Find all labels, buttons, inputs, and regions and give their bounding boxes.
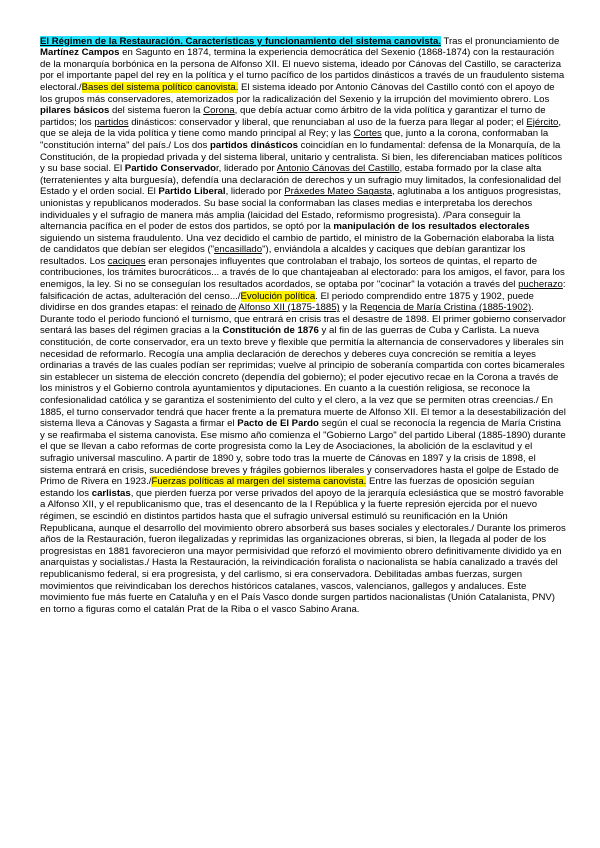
text-run: , aglutinaba a los antiguos progresistas, unionistas y republicanos moderados. Su base social la conformaban las clases medias e interpretaba los derechos individuales y el sufragio de manera más amplia (laicidad del Estado, reformismo progresista). /Para conseguir la alternancia pacífica en el poder de estos dos partidos, se optó por la	[40, 186, 562, 233]
text-run: , que pierden fuerza por verse privados del apoyo de la jerarquía eclesiástica que se mostró favorable a Alfonso XII, y el republicanismo que, tras el desencanto de la I República y la fuerte represión ejercida por el nuevo régimen, se escindió en distintos partidos hasta que el sufragio universal estimuló su reunificación en la Unión Republicana, aunque el desarrollo del movimiento obrero absorberá sus bases sociales y electorales./ Durante los primeros años de la Restauración, fueron ilegalizadas y reprimidas las organizaciones obreras, si bien, la llegada al poder de los progresistas en 1881 favorecieron una mayor permisividad que reforzó el movimiento obrero definitivamente dividido ya en anarquistas y socialistas./ Hasta la Restauración, la reivindicación foralista o nacionalista se había canalizado a través del republicanismo federal, si era progresista, y del carlismo, si era conservadora. Debilitadas ambas fuerzas, surgen movimientos que reivindicaban los derechos históricos catalanes, vascos, valencianos, gallegos y andaluces. Este movimiento fue más fuerte en Cataluña y en el País Vasco donde surgen partidos nacionalistas (Unión Catalanista, PNV) en torno a figuras como el catalán Prat de la Riba o el vasco Sabino Arana.	[40, 487, 566, 615]
text-run: . Durante todo el periodo funcionó el turnismo, que entrará en crisis tras el desastre de 1898. El primer gobierno conservador sentará las bases del régimen gracias a la	[40, 302, 566, 337]
highlighted-heading: Fuerzas políticas al margen del sistema canovista.	[151, 476, 367, 488]
text-run: Entre las fuerzas de oposición seguían estando los	[40, 476, 535, 499]
text-run: manipulación de los resultados electorales	[333, 221, 530, 233]
text-run: caciques	[107, 255, 146, 267]
text-run: , que debía actuar como árbitro de la vida política y garantizar el turno de partidos; los	[40, 105, 546, 128]
text-run: que, junto a la corona, conformaban la "constitución interna" del país./ Los dos	[40, 128, 549, 151]
text-run: partidos dinásticos	[210, 139, 298, 151]
text-run: siguiendo un sistema fraudulento. Una vez decidido el cambio de partido, el ministro de la Gobernación elaboraba la lista de candidatos que debían ser elegidos ("	[40, 232, 555, 256]
text-run: "), enviándola a alcaldes y caciques que debían garantizar los resultados. Los	[40, 244, 526, 267]
text-run: Martínez Campos	[40, 47, 120, 59]
highlighted-heading: Bases del sistema político canovista.	[81, 81, 239, 93]
document-body	[40, 36, 566, 616]
text-run: Partido Conservado	[124, 163, 216, 175]
text-run: pilares básicos	[40, 105, 110, 117]
text-run: Regencia de María Cristina (1885-1902)	[360, 302, 532, 314]
text-run: . El periodo comprendido entre 1875 y 1902, puede dividirse en dos grandes etapas: el	[40, 290, 534, 314]
text-run: carlistas	[91, 487, 131, 499]
text-run: Cortes	[353, 128, 382, 140]
text-run: Partido Liberal	[158, 186, 226, 198]
text-run: en Sagunto en 1874, termina la experiencia democrática del Sexenio (1868-1874) con la restauración de la monarquía borbónica en la persona de Alfonso XII. El nuevo sistema, ideado por Cánovas del Castillo, se caracteriza por el importante papel del rey en la política y el turno pacífico de los partidos dinásticos a través de un fraudulento sistema electoral./	[40, 47, 565, 93]
text-run: Ejército	[526, 116, 559, 128]
text-run: Constitución de 1876	[222, 325, 319, 337]
text-run: del sistema fueron la	[109, 105, 204, 117]
text-run: según el cual se reconocía la regencia de María Cristina y se reafirmaba el sistema canovista. Ese mismo año comienza el "Gobierno Largo" del partido Liberal (1885-1890) durante el que se llevan a cabo reformas de corte progresista como la Ley de Asociaciones, la abolición de la esclavitud y el sufragio universal masculino. A partir de 1890 y, sobre todo tras la muerte de Cánovas en 1897 y la crisis de 1898, el sistema entrará en crisis, sucediéndose breves y frágiles gobiernos liberales y conservadores hasta el golpe de Estado de Primo de Rivera en 1923./	[40, 418, 566, 488]
highlighted-heading: Evolución política	[240, 290, 316, 302]
text-run: Antonio Cánovas del Castillo	[276, 163, 400, 175]
text-run: , liderado por	[225, 186, 285, 198]
highlighted-heading: El Régimen de la Restauración. Características y funcionamiento del sistema canovista.	[40, 35, 441, 47]
text-run: : falsificación de actas, adulteración del censo.../	[40, 279, 566, 302]
text-run: Práxedes Mateo Sagasta	[284, 186, 392, 198]
text-run: eran personajes influyentes que controlaban el trabajo, los sorteos de quintas, el reparto de contribuciones, los trámites burocráticos... a través de lo que chantajeaban al electorado: para los amigos, el favor, para los enemigos, la ley. Si no se conseguían los resultados acordados, se optaba por "cocinar" la votación a través del	[40, 255, 565, 291]
text-run: encasillado	[214, 244, 263, 256]
text-run: , estaba formado por la clase alta (terratenientes y alta burguesía), defendía una declaración de derechos y un sufragio muy limitados, la confesionalidad del Estado y el orden social. El	[40, 163, 562, 198]
text-run: Pacto de El Pardo	[237, 418, 319, 430]
text-run: y la	[339, 302, 361, 314]
text-run: El sistema ideado por Antonio Cánovas del Castillo contó con el apoyo de los grupos más conservadores, atemorizados por la radicalización del Sexenio y la irrupción del movimiento obrero. Los	[40, 81, 555, 105]
text-run: pucherazo	[518, 279, 563, 291]
text-run: dinásticos: conservador y liberal, que renunciaban al uso de la fuerza para llegar al poder; el	[128, 116, 527, 128]
text-run: Corona	[203, 105, 235, 117]
text-run: y al fin de las guerras de Cuba y Carlista. La nueva constitución, de corte conservador, era un texto breve y flexible que permitía la alternancia de conservadores y liberales sin necesidad de reformarlo. Recogía una amplia declaración de derechos y deberes cuya concreción se remitía a leyes ordinarias a través de las cuales podían ser reprimidas; vuelve al principio de soberanía compartida con cortes bicamerales sin establecer un sistema de elección concreto (dependía del gobierno); el poder ejecutivo recae en la Corona a través de los ministros y el Gobierno controla ayuntamientos y diputaciones. En cuanto a la cuestión religiosa, se reconoce la confesionalidad católica y se garantiza el sostenimiento del culto y el clero, a la vez que se permiten otras creencias./ En 1885, el turno conservador tendrá que hacer frente a la prematura muerte de Alfonso XII. El temor a la desestabilización del sistema lleva a Cánovas y Sagasta a firmar el	[40, 325, 566, 430]
text-run: partidos	[94, 116, 129, 128]
text-run: Alfonso XII (1875-1885)	[238, 302, 340, 314]
text-run: coincidían en lo fundamental: defensa de la Monarquía, de la Constitución, de la propiedad privada y del sistema liberal, unitario y centralista. Si bien, les diferenciaban matices políticos y su base social. El	[40, 139, 563, 175]
text-run: , que se aleja de la vida política y tiene como mando principal al Rey; y las	[40, 116, 562, 140]
text-run: reinado de	[190, 302, 237, 314]
text-run: Tras el pronunciamiento de	[440, 35, 560, 47]
text-run: r, liderado por	[215, 163, 277, 175]
